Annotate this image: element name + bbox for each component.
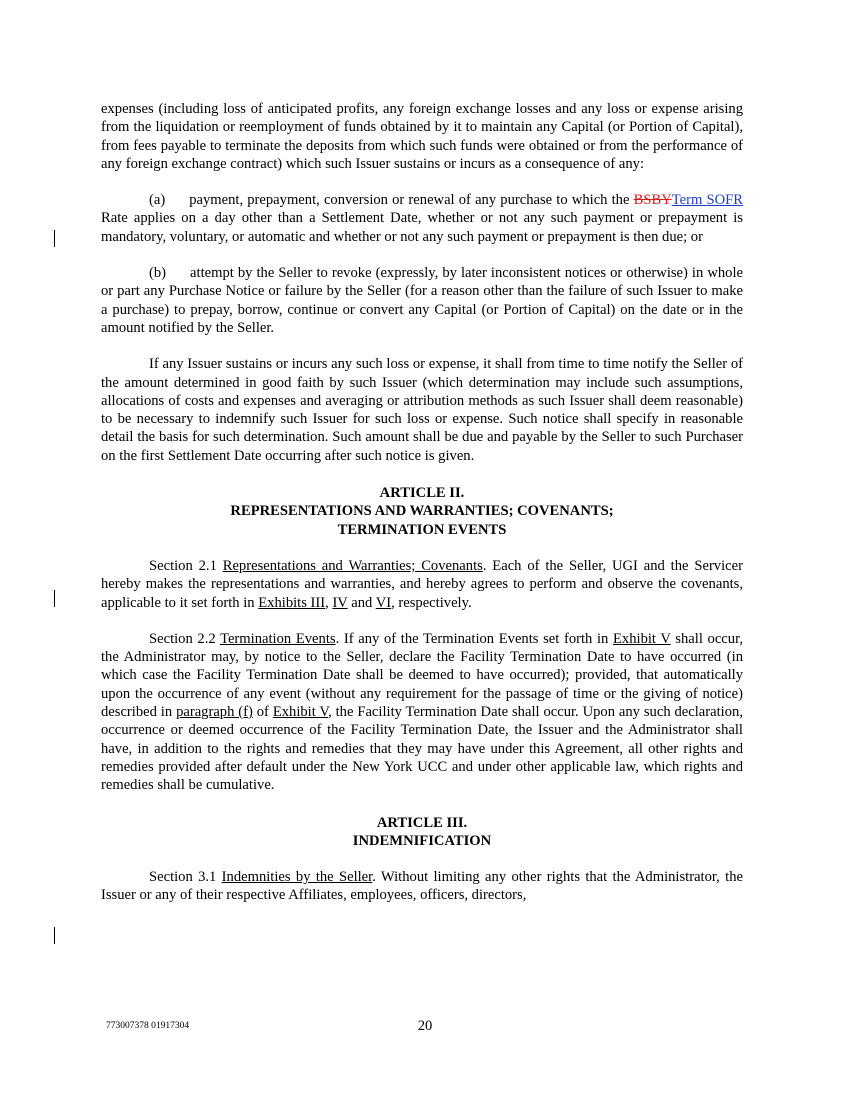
page-number: 20 [417,1018,433,1034]
section-3-1-number: Section 3.1 [149,869,222,886]
deleted-text: BSBY [633,192,672,209]
section-2-2-title: Termination Events [220,630,336,647]
paragraph-ref-f: paragraph (f) [176,704,253,721]
article-2-title-line1: REPRESENTATIONS AND WARRANTIES; COVENANTS; [230,503,614,520]
article-2-title-line2: TERMINATION EVENTS [337,521,507,538]
article-3-heading [101,814,743,851]
section-2-2-number: Section 2.2 [149,630,221,647]
section-2-2-text4: , the Facility Termination Date shall occur. Upon any such declaration, occurrence or deemed occurrence of the Facility Termination Date, the Issuer and the Administrator shall have, in addition to the rights and remedies that they may have under this Agreement, all other rights and remedies provided after default under the New York UCC and under other applicable law, which rights and remedies shall be cumulative. [101,704,743,794]
change-bar-2 [54,590,55,607]
separator: and [347,594,376,611]
item-b-text: attempt by the Seller to revoke (expressly, by later inconsistent notices or otherwise) in whole or part any Purchase Notice or failure by the Seller (for a reason other than the failure of such Issuer to make a purchase) to prepay, borrow, continue or convert any Capital (or Portion of Capital) on the date or in the amount notified by the Seller. [101,265,743,336]
item-b [101,264,743,337]
document-page [101,100,743,905]
section-2-1-title: Representations and Warranties; Covenants [222,557,483,574]
paragraph-loss: If any Issuer sustains or incurs any such loss or expense, it shall from time to time notify the Seller of the amount determined in good faith by such Issuer (which determination may include such assumptions, allocations of costs and expenses and averaging or attribution methods as such Issuer shall deem reasonable) to be necessary to indemnify such Issuer for such loss or expense. Such notice shall specify in reasonable detail the basis for such determination. Such amount shall be due and payable by the Seller to such Purchaser on the first Settlement Date occurring after such notice is given. [101,356,743,464]
document-id: 773007378 01917304 [106,1021,190,1031]
item-a-rest: Rate applies on a day other than a Settlement Date, whether or not any such payment or prepayment is mandatory, voluntary, or automatic and whether or not any such payment or prepayment is then due; or [101,210,743,245]
item-b-label: (b) [149,265,167,282]
change-bar-3 [54,927,55,944]
article-2-number: ARTICLE II. [379,485,465,502]
section-3-1 [101,868,743,905]
section-3-1-text: . Without limiting any other rights that the Administrator, the Issuer or any of their respective Affiliates, employees, officers, directors, [101,869,743,904]
item-a-label: (a) [149,192,166,209]
exhibit-ref-v-2: Exhibit V [272,704,329,721]
section-2-1 [101,557,743,612]
exhibit-ref-iv: IV [332,594,348,611]
item-a-lead: payment, prepayment, conversion or renewal of any purchase to which the [189,192,630,209]
change-bar-1 [54,230,55,247]
inserted-text: Term SOFR [671,192,743,209]
separator: , [325,594,333,611]
section-2-2-text2: shall occur, the Administrator may, by notice to the Seller, declare the Facility Termination Date to have occurred (in which case the Facility Termination Date shall be deemed to have occurred); provided, that automatically upon the occurrence of any event (without any requirement for the passage of time or the giving of notice) described in [101,630,743,721]
section-2-1-text: . Each of the Seller, UGI and the Servicer hereby makes the representations and warranties, and hereby agrees to perform and observe the covenants, applicable to it set forth in [101,557,743,611]
section-2-1-end: , respectively. [391,594,472,611]
article-2-heading [101,484,743,539]
section-3-1-title: Indemnities by the Seller [221,869,373,886]
article-3-number: ARTICLE III. [376,814,468,831]
item-a [101,191,743,246]
section-2-2 [101,630,743,795]
section-2-1-number: Section 2.1 [149,557,223,574]
section-2-2-text3: of [252,704,273,721]
exhibit-ref-vi: VI [375,594,392,611]
section-2-2-text1: . If any of the Termination Events set forth in [335,630,614,647]
article-3-title: INDEMNIFICATION [352,832,492,849]
paragraph-intro: expenses (including loss of anticipated profits, any foreign exchange losses and any loss or expense arising from the liquidation or reemployment of funds obtained by it to maintain any Capital (or Portion of Capital), from fees payable to terminate the deposits from which such funds were obtained or from the performance of any foreign exchange contract) which such Issuer sustains or incurs as a consequence of any: [101,101,743,172]
exhibit-ref-iii: Exhibits III [258,594,326,611]
exhibit-ref-v: Exhibit V [613,630,671,647]
